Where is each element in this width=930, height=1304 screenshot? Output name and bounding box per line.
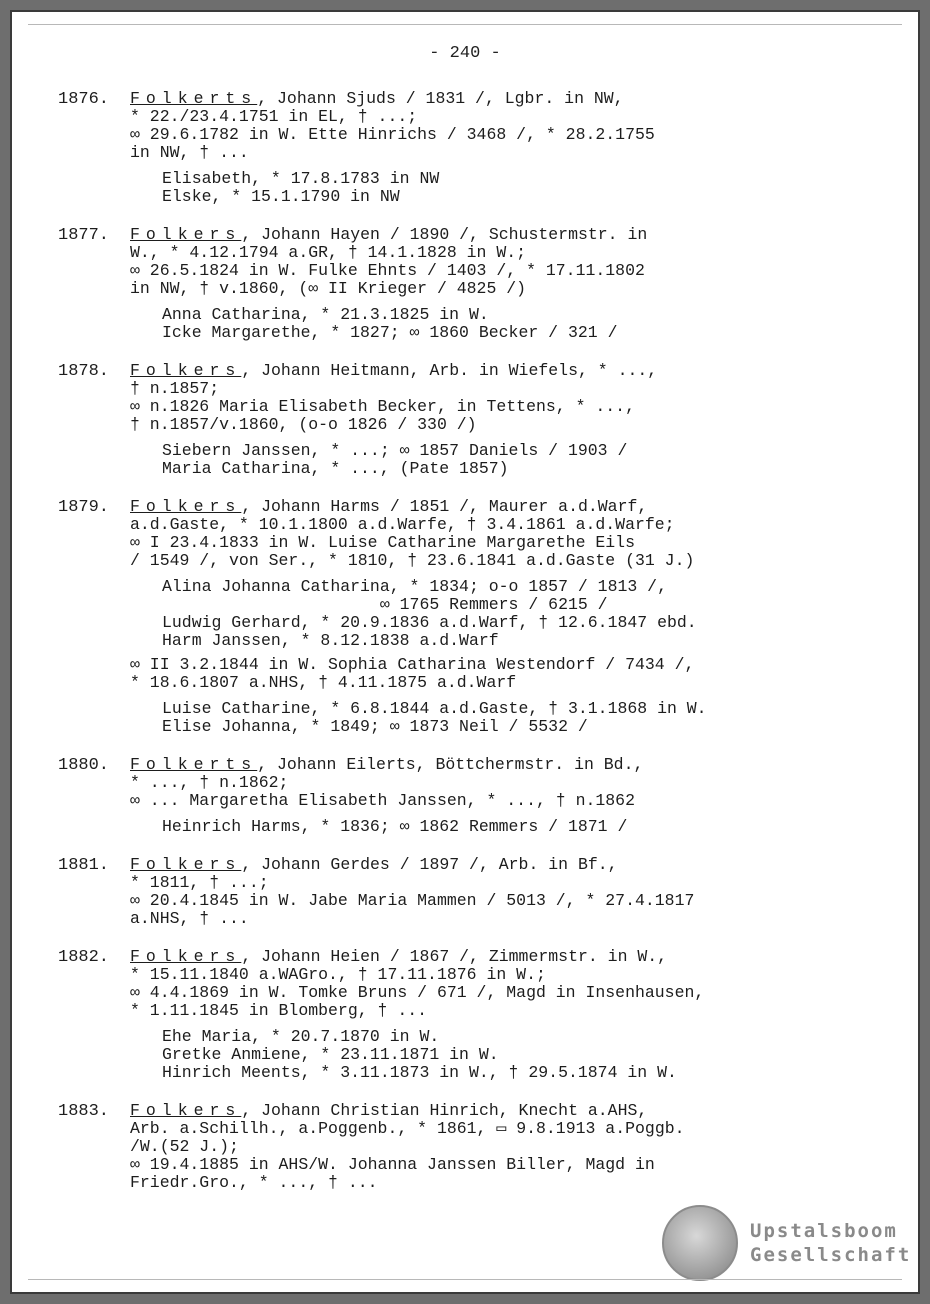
- entry-line: Folkers, Johann Heien / 1867 /, Zimmermstr. in W.,: [130, 947, 668, 966]
- entry-body: [130, 226, 878, 342]
- child-line: Anna Catharina, * 21.3.1825 in W.: [162, 305, 489, 324]
- bottom-rule: [28, 1279, 902, 1280]
- child-line: ∞ 1765 Remmers / 6215 /: [162, 595, 608, 614]
- entry-number: 1878.: [58, 362, 110, 381]
- logo-line-2: Gesellschaft: [750, 1244, 912, 1266]
- logo-text: [750, 1219, 911, 1267]
- entry-body: [130, 856, 878, 928]
- child-line: Ehe Maria, * 20.7.1870 in W.: [162, 1027, 440, 1046]
- child-line: Harm Janssen, * 8.12.1838 a.d.Warf: [162, 631, 499, 650]
- page-number: - 240 -: [429, 44, 501, 63]
- entry-line: * 1.11.1845 in Blomberg, † ...: [130, 1001, 428, 1020]
- entry-line: W., * 4.12.1794 a.GR, † 14.1.1828 in W.;: [130, 243, 527, 262]
- entry-line: Folkers, Johann Gerdes / 1897 /, Arb. in Bf.,: [130, 855, 618, 874]
- entry-number: 1879.: [58, 498, 110, 517]
- entry-number: 1882.: [58, 948, 110, 967]
- entry-text: [130, 656, 878, 692]
- child-line: Elske, * 15.1.1790 in NW: [162, 187, 400, 206]
- entry-line: Arb. a.Schillh., a.Poggenb., * 1861, ▭ 9.8.1913 a.Poggb.: [130, 1119, 685, 1138]
- children-list: [162, 578, 878, 650]
- entry-line: Folkers, Johann Heitmann, Arb. in Wiefels, * ...,: [130, 361, 658, 380]
- children-list: [162, 442, 878, 478]
- entry-line: Folkers, Johann Hayen / 1890 /, Schustermstr. in: [130, 225, 648, 244]
- child-line: Elise Johanna, * 1849; ∞ 1873 Neil / 5532 /: [162, 717, 588, 736]
- entry-line: ∞ n.1826 Maria Elisabeth Becker, in Tettens, * ...,: [130, 397, 635, 416]
- entry-line: † n.1857;: [130, 379, 220, 398]
- entry-line: * 1811, † ...;: [130, 873, 269, 892]
- entry-line: Folkerts, Johann Sjuds / 1831 /, Lgbr. in NW,: [130, 89, 624, 108]
- entry-line: ∞ I 23.4.1833 in W. Luise Catharine Margarethe Eils: [130, 533, 635, 552]
- entry-line: ∞ 4.4.1869 in W. Tomke Bruns / 671 /, Magd in Insenhausen,: [130, 983, 705, 1002]
- entry-line: * 22./23.4.1751 in EL, † ...;: [130, 107, 418, 126]
- entry-line: ∞ 26.5.1824 in W. Fulke Ehnts / 1403 /, * 17.11.1802: [130, 261, 645, 280]
- entry-line: ∞ 29.6.1782 in W. Ette Hinrichs / 3468 /, * 28.2.1755: [130, 125, 655, 144]
- entry-text: [130, 226, 878, 298]
- entry-line: Friedr.Gro., * ..., † ...: [130, 1173, 378, 1192]
- child-line: Gretke Anmiene, * 23.11.1871 in W.: [162, 1045, 499, 1064]
- surname: Folkers: [130, 1101, 242, 1120]
- surname: Folkers: [130, 947, 242, 966]
- surname: Folkers: [130, 225, 242, 244]
- entry-body: [130, 498, 878, 736]
- child-line: Alina Johanna Catharina, * 1834; o-o 1857 / 1813 /,: [162, 577, 667, 596]
- entry: [58, 226, 878, 342]
- child-line: Maria Catharina, * ..., (Pate 1857): [162, 459, 509, 478]
- entry-line: in NW, † ...: [130, 143, 249, 162]
- children-list: [162, 818, 878, 836]
- top-rule: [28, 24, 902, 25]
- entry-body: [130, 90, 878, 206]
- entry: [58, 1102, 878, 1192]
- entry-text: [130, 90, 878, 162]
- surname: Folkers: [130, 361, 242, 380]
- entry: [58, 948, 878, 1082]
- document-page: [10, 10, 920, 1294]
- child-line: Heinrich Harms, * 1836; ∞ 1862 Remmers / 1871 /: [162, 817, 628, 836]
- child-line: Hinrich Meents, * 3.11.1873 in W., † 29.5.1874 in W.: [162, 1063, 677, 1082]
- surname: Folkers: [130, 497, 242, 516]
- entry: [58, 90, 878, 206]
- entry-text: [130, 1102, 878, 1192]
- entry-line: ∞ 19.4.1885 in AHS/W. Johanna Janssen Biller, Magd in: [130, 1155, 655, 1174]
- entry-number: 1881.: [58, 856, 110, 875]
- seal-icon: [662, 1205, 738, 1281]
- child-line: Elisabeth, * 17.8.1783 in NW: [162, 169, 440, 188]
- entry: [58, 756, 878, 836]
- children-list: [162, 306, 878, 342]
- entry-list: [58, 90, 878, 1212]
- entry-line: a.NHS, † ...: [130, 909, 249, 928]
- entry-number: 1876.: [58, 90, 110, 109]
- entry-number: 1883.: [58, 1102, 110, 1121]
- entry-line: Folkers, Johann Christian Hinrich, Knecht a.AHS,: [130, 1101, 648, 1120]
- entry-line: * 18.6.1807 a.NHS, † 4.11.1875 a.d.Warf: [130, 673, 517, 692]
- entry-text: [130, 362, 878, 434]
- surname: Folkerts: [130, 89, 258, 108]
- entry-text: [130, 856, 878, 928]
- child-line: Luise Catharine, * 6.8.1844 a.d.Gaste, † 3.1.1868 in W.: [162, 699, 707, 718]
- society-logo: [662, 1205, 912, 1277]
- entry-line: ∞ II 3.2.1844 in W. Sophia Catharina Westendorf / 7434 /,: [130, 655, 695, 674]
- entry-line: / 1549 /, von Ser., * 1810, † 23.6.1841 a.d.Gaste (31 J.): [130, 551, 695, 570]
- child-line: Siebern Janssen, * ...; ∞ 1857 Daniels / 1903 /: [162, 441, 628, 460]
- surname: Folkerts: [130, 755, 258, 774]
- child-line: Icke Margarethe, * 1827; ∞ 1860 Becker / 321 /: [162, 323, 618, 342]
- entry: [58, 362, 878, 478]
- entry-line: in NW, † v.1860, (∞ II Krieger / 4825 /): [130, 279, 527, 298]
- entry-body: [130, 948, 878, 1082]
- entry-line: a.d.Gaste, * 10.1.1800 a.d.Warfe, † 3.4.1861 a.d.Warfe;: [130, 515, 675, 534]
- children-list: [162, 700, 878, 736]
- entry-line: Folkers, Johann Harms / 1851 /, Maurer a.d.Warf,: [130, 497, 648, 516]
- children-list: [162, 1028, 878, 1082]
- entry-text: [130, 498, 878, 570]
- entry-line: Folkerts, Johann Eilerts, Böttchermstr. in Bd.,: [130, 755, 644, 774]
- entry-line: ∞ ... Margaretha Elisabeth Janssen, * ..., † n.1862: [130, 791, 635, 810]
- entry: [58, 856, 878, 928]
- entry-number: 1880.: [58, 756, 110, 775]
- entry-line: /W.(52 J.);: [130, 1137, 239, 1156]
- children-list: [162, 170, 878, 206]
- entry-line: * ..., † n.1862;: [130, 773, 289, 792]
- entry-body: [130, 756, 878, 836]
- entry-body: [130, 1102, 878, 1192]
- entry: [58, 498, 878, 736]
- entry-line: ∞ 20.4.1845 in W. Jabe Maria Mammen / 5013 /, * 27.4.1817: [130, 891, 695, 910]
- entry-body: [130, 362, 878, 478]
- child-line: Ludwig Gerhard, * 20.9.1836 a.d.Warf, † 12.6.1847 ebd.: [162, 613, 697, 632]
- entry-line: * 15.11.1840 a.WAGro., † 17.11.1876 in W.;: [130, 965, 546, 984]
- entry-text: [130, 948, 878, 1020]
- surname: Folkers: [130, 855, 242, 874]
- logo-line-1: Upstalsboom: [750, 1220, 898, 1242]
- entry-text: [130, 756, 878, 810]
- entry-number: 1877.: [58, 226, 110, 245]
- entry-line: † n.1857/v.1860, (o-o 1826 / 330 /): [130, 415, 477, 434]
